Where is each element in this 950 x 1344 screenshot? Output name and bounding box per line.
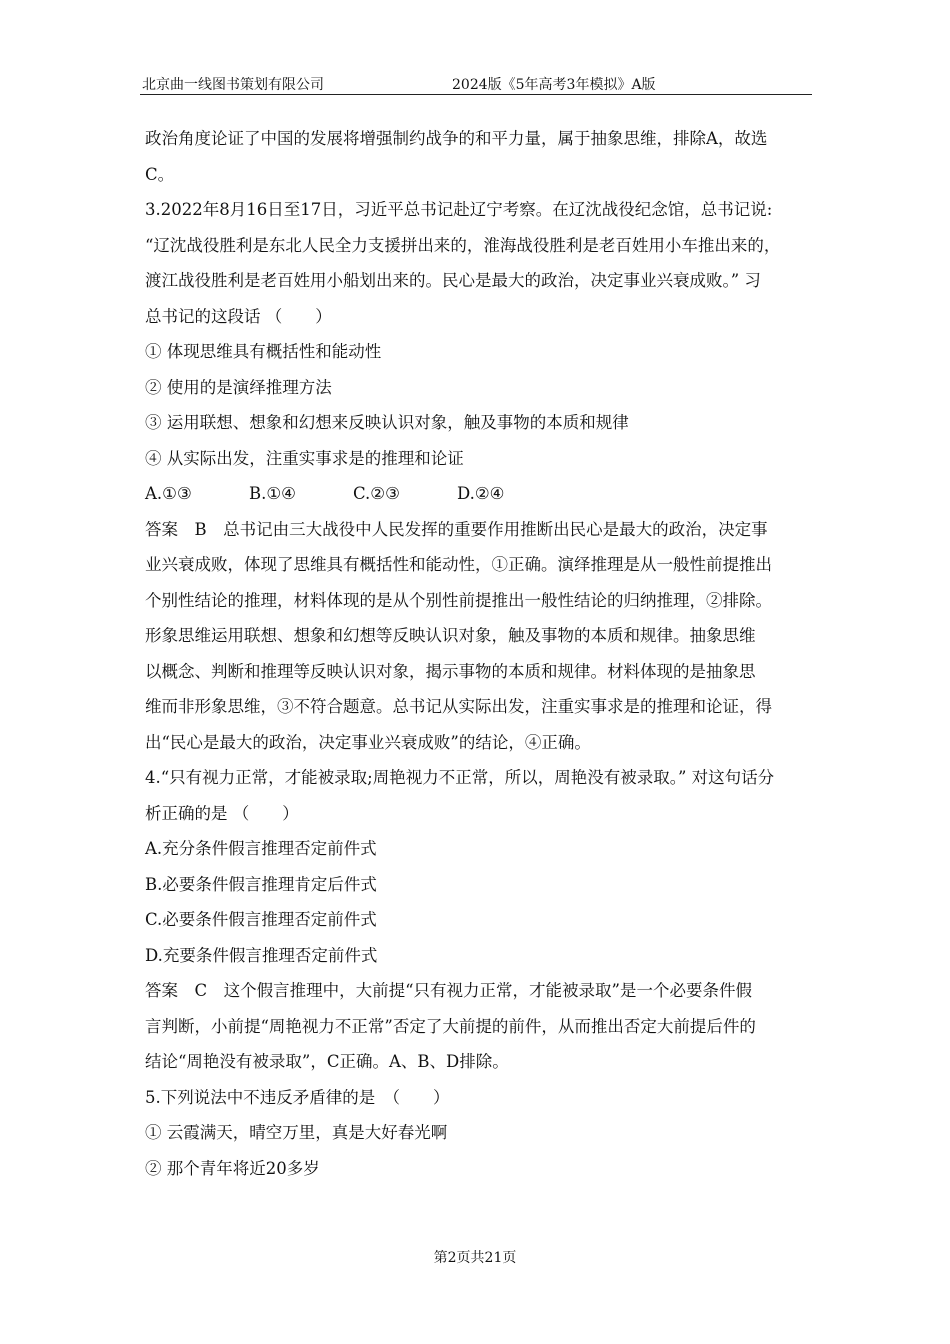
question-3-stem: 3.2022年8月16日至17日，习近平总书记赴辽宁考察。在辽沈战役纪念馆，总书记说: xyxy=(145,200,773,219)
question-4-answer: 结论“周艳没有被录取”，C正确。A、B、D排除。 xyxy=(145,1052,509,1071)
page-header xyxy=(140,74,812,95)
question-4-option: B.必要条件假言推理肯定后件式 xyxy=(145,874,377,894)
question-3-statement: ④ 从实际出发，注重实事求是的推理和论证 xyxy=(145,448,464,468)
question-3-answer: 维而非形象思维，③不符合题意。总书记从实际出发，注重实事求是的推理和论证，得 xyxy=(145,697,772,716)
question-3-options xyxy=(145,476,807,512)
question-3-statement: ③ 运用联想、想象和幻想来反映认识对象，触及事物的本质和规律 xyxy=(145,413,629,432)
option-c: C.②③ xyxy=(353,484,400,503)
question-3-answer: 出“民心是最大的政治，决定事业兴衰成败”的结论，④正确。 xyxy=(145,732,591,752)
option-a: A.①③ xyxy=(145,484,192,503)
question-5-statement: ① 云霞满天，晴空万里，真是大好春光啊 xyxy=(145,1123,448,1142)
question-3-statement: ① 体现思维具有概括性和能动性 xyxy=(145,342,382,361)
question-4-answer: 言判断，小前提“周艳视力不正常”否定了大前提的前件，从而推出否定大前提后件的 xyxy=(145,1016,756,1036)
book-title: 2024版《5年高考3年模拟》A版 xyxy=(452,77,656,93)
question-4-option: A.充分条件假言推理否定前件式 xyxy=(145,839,377,858)
question-3-answer: 以概念、判断和推理等反映认识对象，揭示事物的本质和规律。材料体现的是抽象思 xyxy=(145,661,756,681)
question-4-answer: 答案 C 这个假言推理中，大前提“只有视力正常，才能被录取”是一个必要条件假 xyxy=(145,981,752,1000)
page-body xyxy=(145,121,807,1186)
text-line: 政治角度论证了中国的发展将增强制约战争的和平力量，属于抽象思维，排除A，故选 xyxy=(145,129,768,148)
question-5-statement: ② 那个青年将近20多岁 xyxy=(145,1158,320,1178)
question-3-stem: 渡江战役胜利是老百姓用小船划出来的。民心是最大的政治，决定事业兴衰成败。” 习 xyxy=(145,271,761,290)
question-4-stem: 4.“只有视力正常，才能被录取;周艳视力不正常，所以，周艳没有被录取。” 对这句话分 xyxy=(145,768,775,787)
question-4-stem: 析正确的是 （ ） xyxy=(145,803,299,823)
page-footer: 第2页共21页 xyxy=(433,1250,517,1266)
question-3-stem: 总书记的这段话 （ ） xyxy=(145,306,332,326)
question-3-answer: 答案 B 总书记由三大战役中人民发挥的重要作用推断出民心是最大的政治，决定事 xyxy=(145,519,768,539)
question-3-stem: “辽沈战役胜利是东北人民全力支援拼出来的，淮海战役胜利是老百姓用小车推出来的， xyxy=(145,235,781,255)
question-3-answer: 业兴衰成败，体现了思维具有概括性和能动性，①正确。演绎推理是从一般性前提推出 xyxy=(145,555,772,574)
question-3-answer: 形象思维运用联想、想象和幻想等反映认识对象，触及事物的本质和规律。抽象思维 xyxy=(145,626,756,645)
option-b: B.①④ xyxy=(249,484,296,503)
question-5-stem: 5.下列说法中不违反矛盾律的是 （ ） xyxy=(145,1087,450,1107)
question-3-statement: ② 使用的是演绎推理方法 xyxy=(145,377,332,397)
question-4-option: D.充要条件假言推理否定前件式 xyxy=(145,945,378,965)
question-3-answer: 个别性结论的推理，材料体现的是从个别性前提推出一般性结论的归纳推理，②排除。 xyxy=(145,590,772,610)
question-4-option: C.必要条件假言推理否定前件式 xyxy=(145,910,377,929)
option-d: D.②④ xyxy=(457,484,505,503)
text-line: C。 xyxy=(145,164,175,184)
publisher-name: 北京曲一线图书策划有限公司 xyxy=(142,77,324,93)
